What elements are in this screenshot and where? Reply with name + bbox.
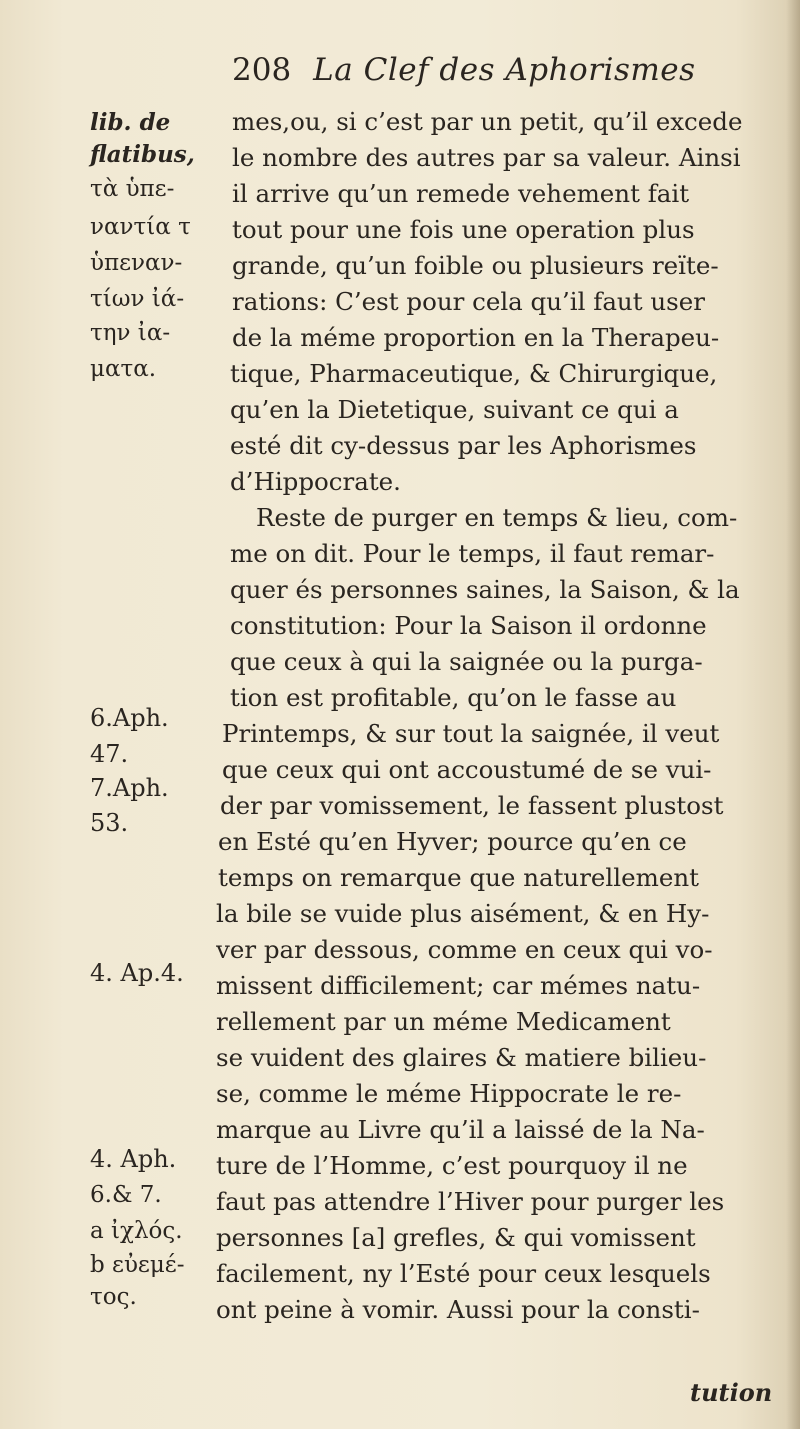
margin-note: 4. Aph. (90, 1145, 177, 1173)
text-line: Printemps, & sur tout la saignée, il veut (222, 719, 720, 748)
text-line: constitution: Pour la Saison il ordonne (230, 611, 707, 640)
margin-note: a ἰχλός. (90, 1218, 183, 1244)
text-line: tout pour une fois une operation plus (232, 215, 695, 244)
text-line: se vuident des glaires & matiere bilieu- (216, 1043, 707, 1072)
text-line: rellement par un méme Medicament (216, 1007, 671, 1036)
margin-note: 6.& 7. (90, 1182, 162, 1208)
text-line: temps on remarque que naturellement (218, 863, 699, 892)
margin-note: ὑπεναν- (90, 250, 183, 276)
text-line: tion est profitable, qu’on le fasse au (230, 683, 677, 712)
margin-note: flatibus, (90, 141, 195, 168)
text-line: que ceux à qui la saignée ou la purga- (230, 647, 703, 676)
catchword: tution (690, 1378, 773, 1407)
margin-note: ναντία τ (90, 214, 191, 240)
margin-note: ματα. (90, 356, 157, 382)
text-line: de la méme proportion en la Therapeu- (232, 323, 720, 352)
text-line: ont peine à vomir. Aussi pour la consti- (216, 1295, 700, 1324)
text-line: facilement, ny l’Esté pour ceux lesquels (216, 1259, 711, 1288)
text-line: en Esté qu’en Hyver; pource qu’en ce (218, 827, 687, 856)
running-title: La Clef des Aphorismes (313, 52, 696, 88)
text-line: faut pas attendre l’Hiver pour purger les (216, 1187, 725, 1216)
text-line: quer és personnes saines, la Saison, & la (230, 575, 740, 604)
margin-note: τίων ἰά- (90, 286, 185, 312)
text-line: personnes [a] grefles, & qui vomissent (216, 1223, 696, 1252)
margin-note: 53. (90, 809, 129, 837)
margin-note: 6.Aph. (90, 704, 169, 732)
text-line: Reste de purger en temps & lieu, com- (256, 503, 738, 532)
running-header (232, 52, 752, 98)
margin-note: b εὐεμέ- (90, 1252, 185, 1278)
text-line: se, comme le méme Hippocrate le re- (216, 1079, 682, 1108)
text-line: le nombre des autres par sa valeur. Ainsi (232, 143, 741, 172)
text-line: la bile se vuide plus aisément, & en Hy- (216, 899, 710, 928)
text-line: marque au Livre qu’il a laissé de la Na- (216, 1115, 705, 1144)
text-line: grande, qu’un foible ou plusieurs reïte- (232, 251, 719, 280)
margin-note: lib. de (90, 109, 171, 136)
text-line: d’Hippocrate. (230, 467, 401, 496)
text-line: ver par dessous, comme en ceux qui vo- (216, 935, 713, 964)
text-line: rations: C’est pour cela qu’il faut user (232, 287, 705, 316)
text-line: der par vomissement, le fassent plustost (220, 791, 724, 820)
margin-note: 7.Aph. (90, 774, 169, 802)
text-line: me on dit. Pour le temps, il faut remar- (230, 539, 715, 568)
margin-note: 47. (90, 740, 129, 768)
margin-note: την ἰα- (90, 320, 171, 346)
text-line: qu’en la Dietetique, suivant ce qui a (230, 395, 679, 424)
page-number: 208 (232, 52, 292, 88)
text-line: il arrive qu’un remede vehement fait (232, 179, 690, 208)
margin-note: τος. (90, 1284, 137, 1310)
text-line: missent difficilement; car mémes natu- (216, 971, 701, 1000)
text-line: tique, Pharmaceutique, & Chirurgique, (230, 359, 718, 388)
text-line: esté dit cy-dessus par les Aphorismes (230, 431, 697, 460)
text-line: que ceux qui ont accoustumé de se vui- (222, 755, 712, 784)
text-line: ture de l’Homme, c’est pourquoy il ne (216, 1151, 688, 1180)
text-line: mes,ou, si c’est par un petit, qu’il excede (232, 107, 743, 136)
margin-note: 4. Ap.4. (90, 959, 184, 987)
margin-note: τὰ ὑπε- (90, 176, 175, 202)
